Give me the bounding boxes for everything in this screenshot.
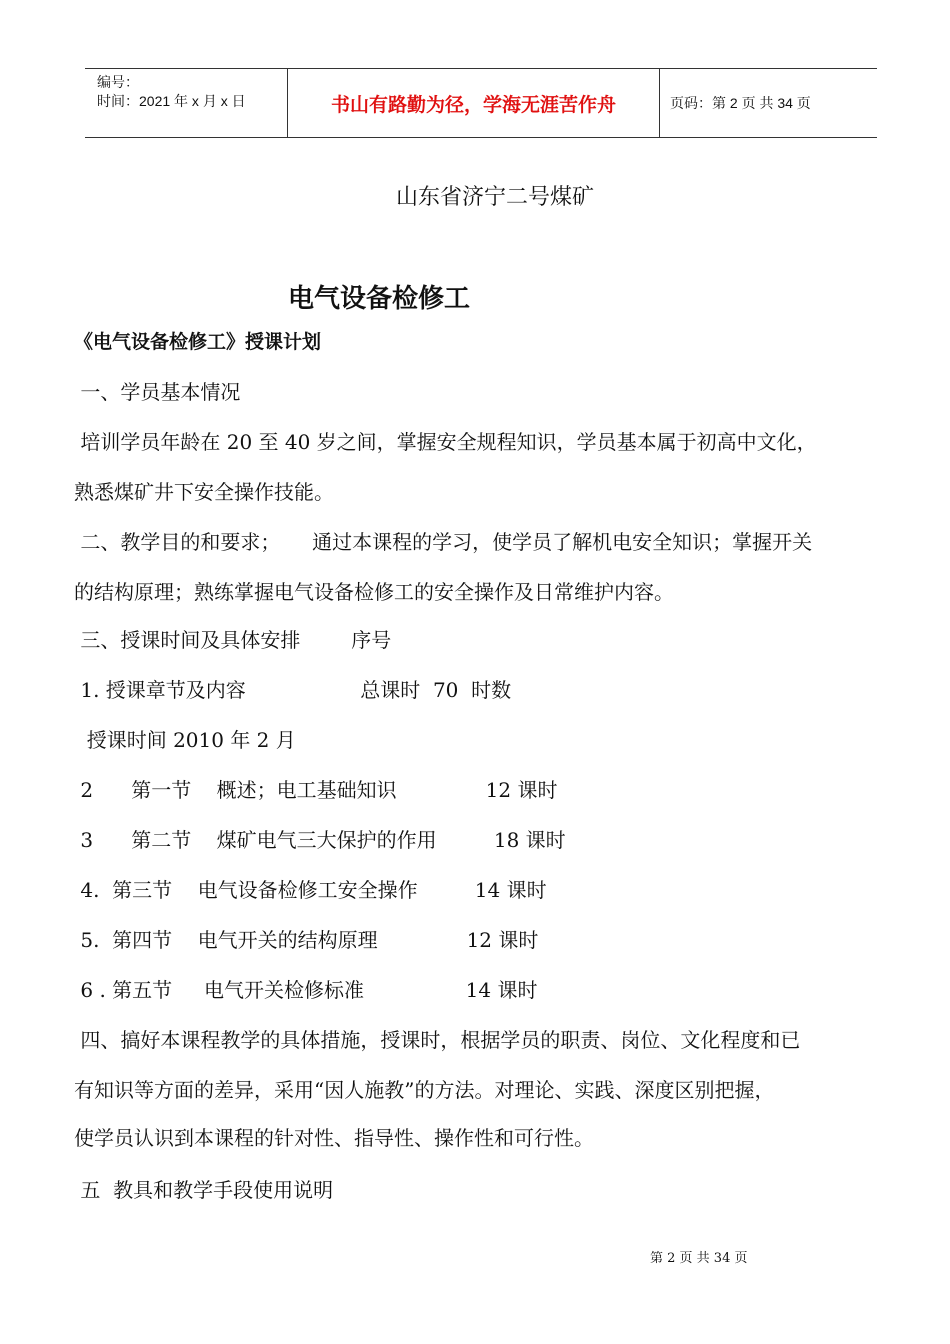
text-line: 授课时间 2010 年 2 月: [74, 728, 296, 752]
text-line: 三、授课时间及具体安排 序号: [74, 628, 392, 652]
header-meta: [85, 69, 288, 137]
plan-subtitle: 《电气设备检修工》授课计划: [74, 331, 322, 353]
header-page-info: 页码：第 2 页 共 34 页: [670, 95, 811, 111]
text-line: 2 第一节 概述；电工基础知识 12 课时: [74, 778, 558, 802]
header-motto: 书山有路勤为径，学海无涯苦作舟: [288, 69, 660, 137]
text-line: 的结构原理；熟练掌握电气设备检修工的安全操作及日常维护内容。: [74, 580, 674, 604]
organization-name: 山东省济宁二号煤矿: [395, 185, 594, 210]
text-line: 5. 第四节 电气开关的结构原理 12 课时: [74, 928, 539, 952]
page-footer: 第 2 页 共 34 页: [650, 1251, 748, 1266]
document-title: 电气设备检修工: [288, 284, 471, 314]
text-line: 熟悉煤矿井下安全操作技能。: [74, 480, 334, 504]
text-line: 使学员认识到本课程的针对性、指导性、操作性和可行性。: [74, 1126, 594, 1150]
text-line: 五 教具和教学手段使用说明: [74, 1178, 334, 1202]
text-line: 四、搞好本课程教学的具体措施，授课时，根据学员的职责、岗位、文化程度和已: [74, 1028, 801, 1052]
text-line: 一、学员基本情况: [74, 380, 241, 404]
time-label: 时间：2021 年 x 月 x 日: [97, 93, 246, 109]
text-line: 有知识等方面的差异，采用“因人施教”的方法。对理论、实践、深度区别把握，: [74, 1078, 775, 1102]
text-line: 3 第二节 煤矿电气三大保护的作用 18 课时: [74, 828, 566, 852]
number-label: 编号：: [97, 74, 139, 90]
text-line: 1. 授课章节及内容 总课时 70 时数: [74, 678, 512, 702]
text-line: 二、教学目的和要求； 通过本课程的学习，使学员了解机电安全知识；掌握开关: [74, 530, 813, 554]
text-line: 培训学员年龄在 20 至 40 岁之间，掌握安全规程知识，学员基本属于初高中文化，: [74, 430, 817, 454]
text-line: 6 . 第五节 电气开关检修标准 14 课时: [74, 978, 538, 1002]
text-line: 4. 第三节 电气设备检修工安全操作 14 课时: [74, 878, 547, 902]
page-header: [85, 68, 877, 138]
